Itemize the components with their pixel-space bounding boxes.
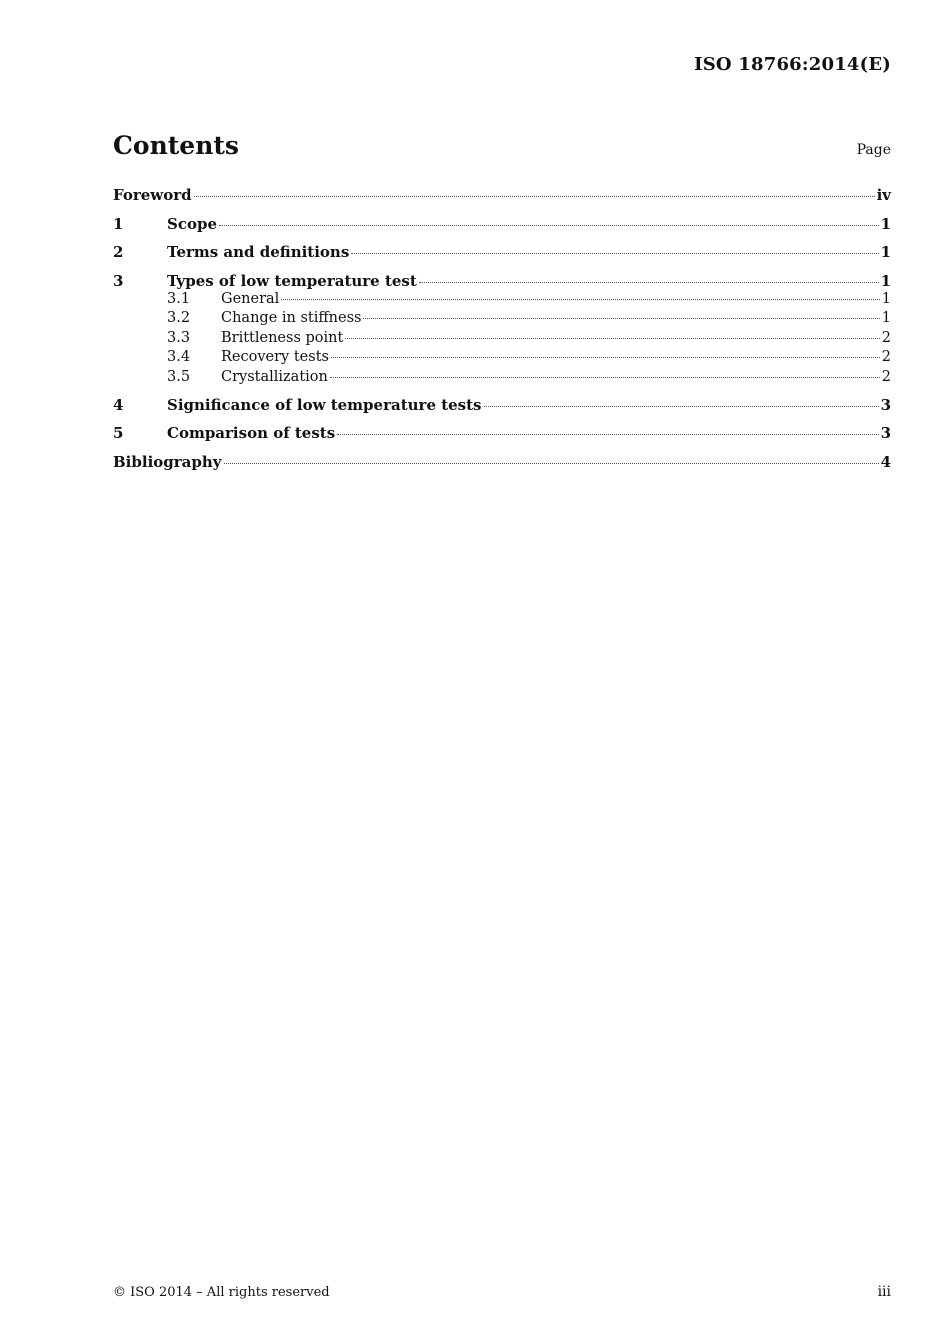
- toc-entry-title: Crystallization: [221, 368, 328, 385]
- toc-entry-number: 3.3: [167, 329, 191, 346]
- toc-entry-title: Bibliography: [113, 452, 222, 471]
- dot-leader: [281, 299, 879, 300]
- toc-entry-page: 1: [880, 243, 891, 261]
- toc-entry-title: Change in stiffness: [221, 310, 362, 327]
- dot-leader: [219, 225, 879, 226]
- copyright-notice: © ISO 2014 – All rights reserved: [113, 1285, 330, 1300]
- toc-entry-bibliography[interactable]: [113, 453, 891, 482]
- dot-leader: [363, 318, 879, 319]
- toc-entry-title: Types of low temperature test: [167, 271, 417, 290]
- dot-leader: [331, 357, 880, 358]
- toc-entry-scope[interactable]: [113, 215, 891, 244]
- toc-entry-number: 1: [113, 214, 124, 233]
- dot-leader: [484, 406, 879, 407]
- toc-entry-title: Brittleness point: [221, 329, 344, 346]
- dot-leader: [194, 196, 875, 197]
- toc-entry-number: 3: [113, 271, 124, 290]
- toc-entry-title: General: [221, 291, 280, 307]
- toc-entry-number: 3.1: [167, 291, 191, 307]
- toc-entry-page: 1: [880, 214, 891, 233]
- table-of-contents: [113, 186, 891, 481]
- toc-entry-title: Scope: [167, 214, 218, 233]
- toc-entry-number: 3.4: [167, 349, 191, 366]
- toc-entry-title: Recovery tests: [221, 349, 329, 366]
- toc-entry-title: Comparison of tests: [167, 424, 336, 443]
- toc-entry-recovery[interactable]: [113, 349, 891, 368]
- dot-leader: [224, 463, 879, 464]
- toc-entry-significance[interactable]: [113, 396, 891, 425]
- toc-entry-page: 1: [881, 291, 891, 307]
- toc-entry-types[interactable]: [113, 272, 891, 292]
- toc-entry-number: 2: [113, 243, 124, 261]
- toc-entry-number: 3.5: [167, 368, 191, 385]
- toc-entry-stiffness[interactable]: [113, 310, 891, 329]
- page-number: iii: [877, 1284, 891, 1300]
- toc-entry-number: 4: [113, 395, 124, 414]
- toc-entry-page: 3: [880, 424, 891, 443]
- toc-entry-number: 3.2: [167, 310, 191, 327]
- contents-heading: Contents: [113, 131, 240, 160]
- toc-entry-page: 3: [880, 395, 891, 414]
- document-id: ISO 18766:2014(E): [694, 54, 891, 75]
- toc-entry-terms[interactable]: [113, 243, 891, 272]
- toc-entry-crystallization[interactable]: [113, 369, 891, 396]
- toc-entry-page: 1: [881, 310, 891, 327]
- toc-entry-page: iv: [876, 186, 891, 204]
- toc-entry-brittleness[interactable]: [113, 330, 891, 349]
- dot-leader: [330, 377, 880, 378]
- toc-entry-page: 2: [881, 349, 891, 366]
- toc-entry-foreword[interactable]: [113, 186, 891, 215]
- toc-entry-page: 2: [881, 368, 891, 385]
- toc-entry-page: 1: [880, 271, 891, 290]
- toc-entry-title: Terms and definitions: [167, 243, 350, 261]
- dot-leader: [351, 253, 878, 254]
- dot-leader: [419, 282, 879, 283]
- toc-entry-comparison[interactable]: [113, 424, 891, 453]
- dot-leader: [337, 434, 878, 435]
- dot-leader: [345, 338, 879, 339]
- toc-entry-page: 4: [880, 452, 891, 471]
- toc-entry-general[interactable]: [113, 291, 891, 310]
- toc-entry-page: 2: [881, 329, 891, 346]
- toc-entry-title: Foreword: [113, 186, 192, 204]
- toc-entry-title: Significance of low temperature tests: [167, 395, 482, 414]
- page-column-label: Page: [856, 142, 891, 158]
- toc-entry-number: 5: [113, 424, 124, 443]
